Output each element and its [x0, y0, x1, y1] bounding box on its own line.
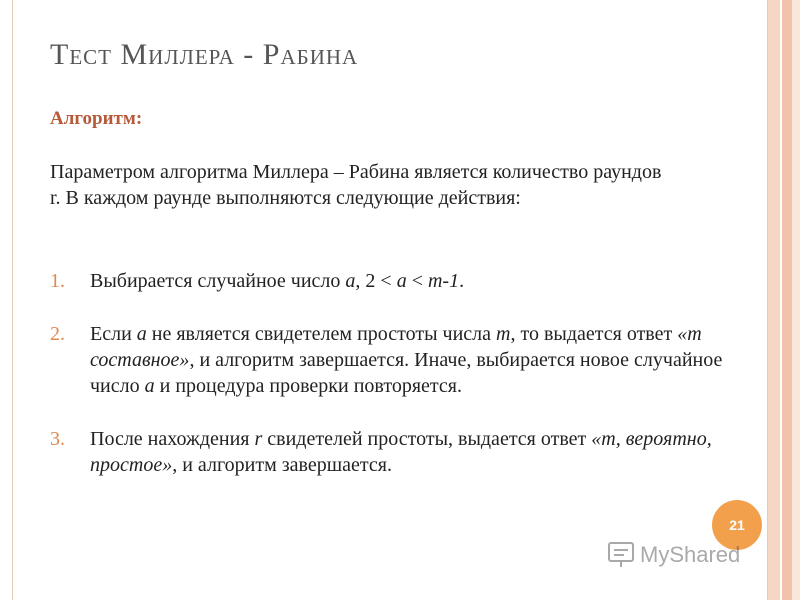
- section-heading: Алгоритм:: [50, 108, 143, 129]
- slide-title: Тест Миллера - Рабина: [50, 38, 359, 71]
- presentation-icon: [609, 543, 633, 567]
- step-number: 1.: [50, 270, 65, 292]
- step-number: 2.: [50, 323, 65, 345]
- step-text: Выбирается случайное число a, 2 < a < m-1.: [90, 270, 465, 292]
- myshared-logo: [606, 538, 766, 570]
- step-number: 3.: [50, 428, 65, 450]
- decorative-stripe: [792, 0, 800, 600]
- step-1: [50, 268, 740, 294]
- decorative-stripe: [782, 0, 792, 600]
- step-3: [50, 426, 740, 478]
- intro-paragraph: Параметром алгоритма Миллера – Рабина является количество раундов r. В каждом раунде выполняются следующие действия:: [50, 161, 662, 209]
- decorative-stripe: [768, 0, 780, 600]
- step-text: Если a не является свидетелем простоты числа m, то выдается ответ «m составное», и алгоритм завершается. Иначе, выбирается новое случайное число a и процедура проверки повторяется.: [90, 323, 723, 397]
- step-text: После нахождения r свидетелей простоты, выдается ответ «m, вероятно, простое», и алгоритм завершается.: [90, 428, 712, 476]
- page-number-badge: 21: [712, 500, 762, 550]
- algorithm-steps: [50, 268, 740, 478]
- step-2: [50, 321, 740, 399]
- watermark-text: MyShared: [640, 542, 741, 567]
